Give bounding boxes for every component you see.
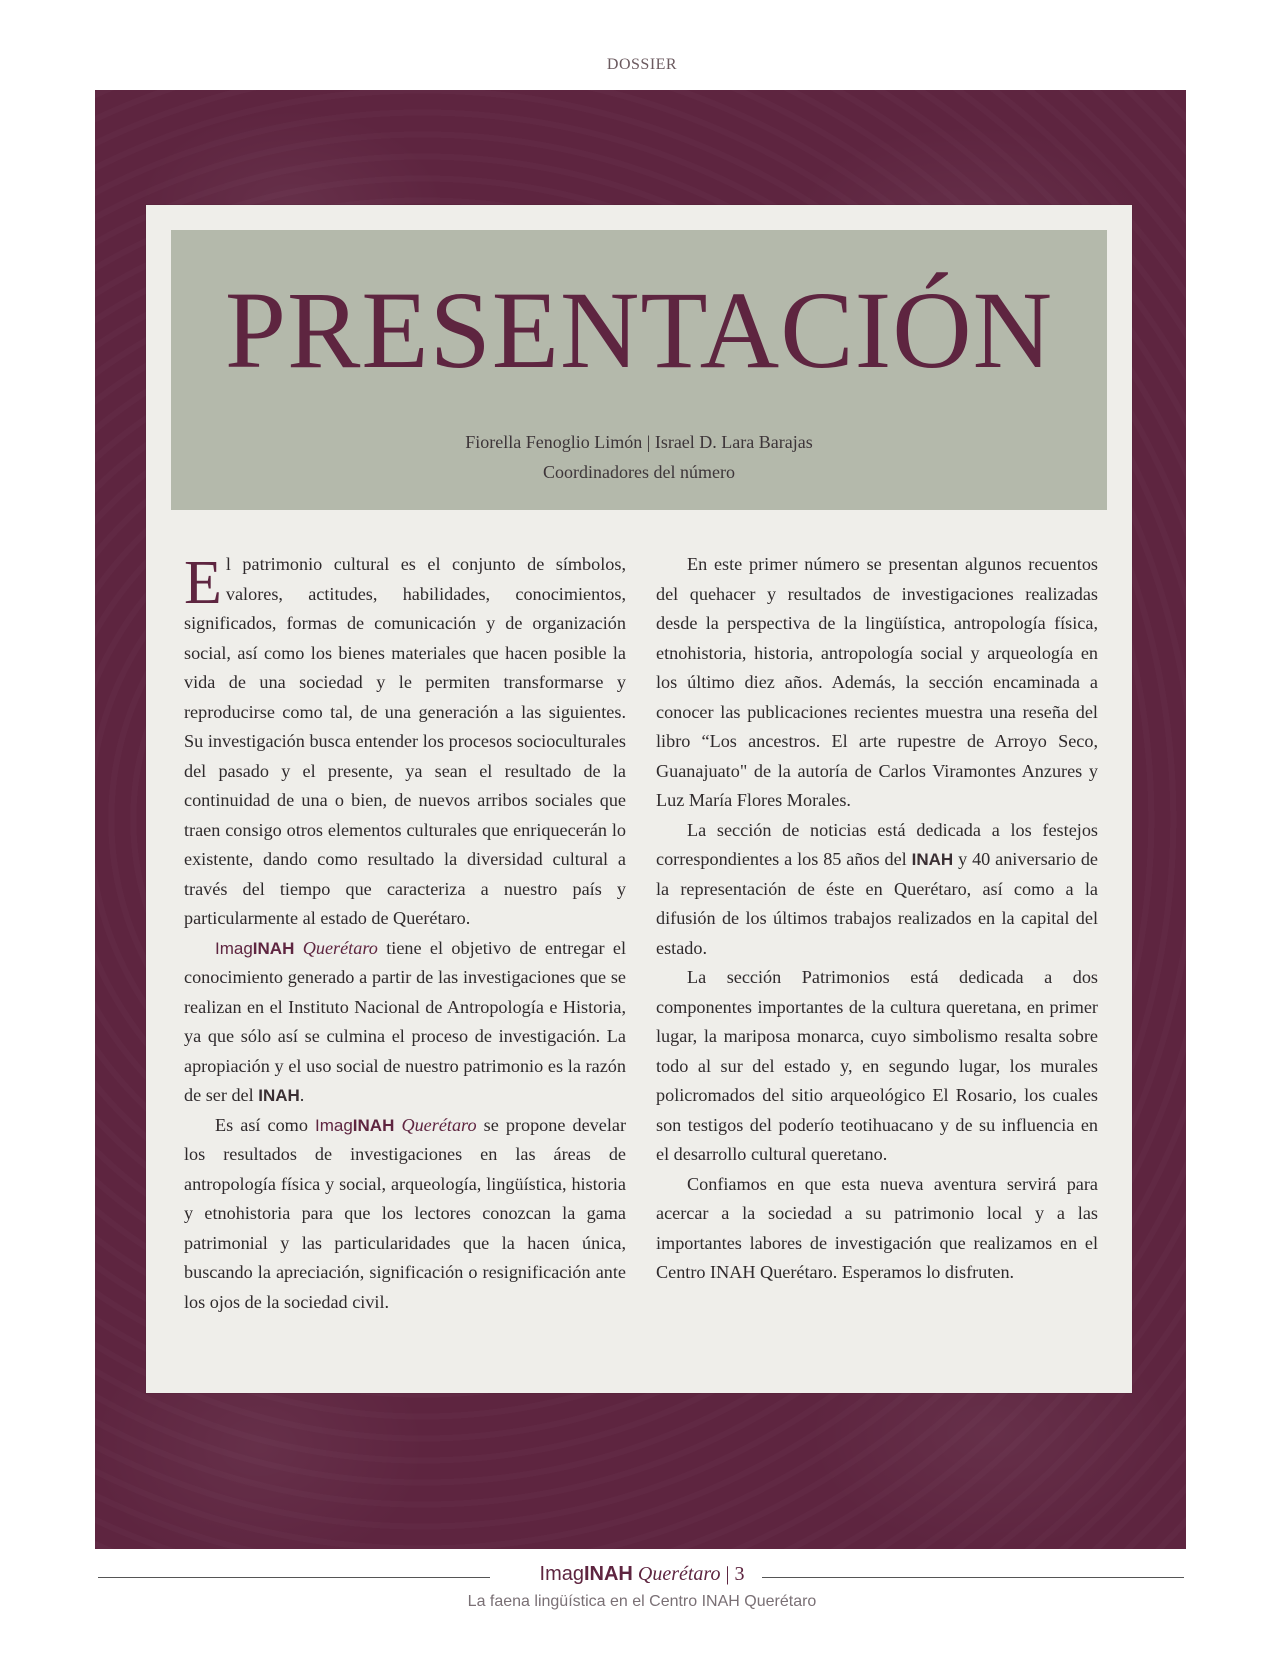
brand-name: [315, 1116, 394, 1135]
content-card: [146, 205, 1132, 1393]
footer-page-sep: |: [720, 1563, 735, 1585]
paragraph: Confiamos en que esta nueva aventura servirá para acercar a la sociedad a su patrimonio local y a las importantes labores de investigación que realizamos en el Centro INAH Querétaro. Esperamos lo disfruten.: [656, 1173, 1098, 1282]
paragraph: [184, 550, 626, 934]
brand-imag: Imag: [315, 1115, 353, 1135]
paragraph-end: .: [299, 1085, 305, 1105]
paragraph: [184, 934, 626, 1111]
paragraph-start: La sección de noticias está dedicada a los festejos correspondientes a los 85 años del: [656, 819, 1098, 869]
paragraph: En este primer número se presentan algunos recuentos del quehacer y resultados de investigaciones realizadas desde la perspectiva de la lingüística, antropología física, etnohistoria, historia, antropología social y arqueología en los último diez años. Además, la sección encaminada a conocer las publicaciones recientes muestra una reseña del libro “Los ancestros. El arte rupestre de Arroyo Seco, Guanajuato" de la autoría de Carlos Viramontes Anzures y Luz María Flores Morales.: [656, 554, 1098, 810]
page-number: 3: [734, 1563, 745, 1585]
brand-inah: INAH: [352, 1115, 395, 1135]
brand-place: Querétaro: [302, 937, 378, 958]
paragraph-text: tiene el objetivo de entregar el conocimiento generado a partir de las investigaciones que se realizan en el Instituto Nacional de Antropología e Historia, ya que sólo así se culmina el proceso de investigación. La apropiación y el uso social de nuestro patrimonio es la razón de ser del: [184, 937, 626, 1105]
authors-role: Coordinadores del número: [543, 462, 735, 482]
page-title: PRESENTACIÓN: [224, 269, 1054, 391]
paragraph-text: l patrimonio cultural es el conjunto de símbolos, valores, actitudes, habilidades, conocimientos, significados, formas de comunicación y de organización social, así como los bienes materiales que hacen posible la vida de una sociedad y le permiten transformarse y reproducirse como tal, de una generación a las siguientes. Su investigación busca entender los procesos socioculturales del pasado y el presente, ya sean el resultado de la continuidad de una o bien, de nuevos arribos sociales que traen consigo otros elementos culturales que enriquecerán lo existente, dando como resultado la diversidad cultural a través del tiempo que caracteriza a nuestro país y particularmente al estado de Querétaro.: [184, 554, 626, 928]
footer-subtitle: La faena lingüística en el Centro INAH Querétaro: [467, 1593, 817, 1610]
footer-brand-place: Querétaro: [637, 1563, 721, 1585]
inah-acronym: INAH: [258, 1086, 300, 1105]
brand-name: [215, 939, 294, 958]
byline: [171, 427, 1107, 487]
paragraph-end: y 40 aniversario de la representación de éste en Querétaro, así como a la difusión de los últimos trabajos realizados en la capital del estado.: [656, 849, 1098, 958]
brand-place: Querétaro: [401, 1114, 477, 1135]
paragraph-text: se propone develar los resultados de investigaciones en las áreas de antropología física y social, arqueología, lingüística, historia y etnohistoria para que los lectores conozcan la gama patrimonial y las particularidades que la hacen única, buscando la apreciación, significación o resignificación ante los ojos de la sociedad civil.: [184, 1114, 627, 1312]
paragraph: [656, 816, 1098, 964]
authors-line: Fiorella Fenoglio Limón | Israel D. Lara Barajas: [465, 432, 813, 452]
footer-brand: [540, 1563, 633, 1585]
footer-brand-inah: INAH: [583, 1563, 633, 1585]
inah-acronym: INAH: [911, 850, 954, 869]
left-column: [184, 550, 626, 1317]
paragraph: [184, 1111, 626, 1318]
brand-inah: INAH: [252, 938, 295, 958]
footer-title: [0, 1563, 1284, 1586]
brand-imag: Imag: [215, 938, 253, 958]
footer-brand-imag: Imag: [539, 1563, 584, 1585]
paragraph-start: Es así como: [215, 1114, 315, 1135]
section-label: DOSSIER: [606, 56, 678, 73]
drop-cap: E: [184, 549, 222, 617]
paragraph: La sección Patrimonios está dedicada a dos componentes importantes de la cultura queretana, en primer lugar, la mariposa monarca, cuyo simbolismo resalta sobre todo al sur del estado y, en segundo lugar, los murales policromados del sitio arqueológico El Rosario, los cuales son testigos del poderío teotihuacano y de su influencia en el desarrollo cultural queretano.: [656, 967, 1098, 1164]
right-column: [656, 550, 1098, 1288]
title-box: [171, 230, 1107, 510]
